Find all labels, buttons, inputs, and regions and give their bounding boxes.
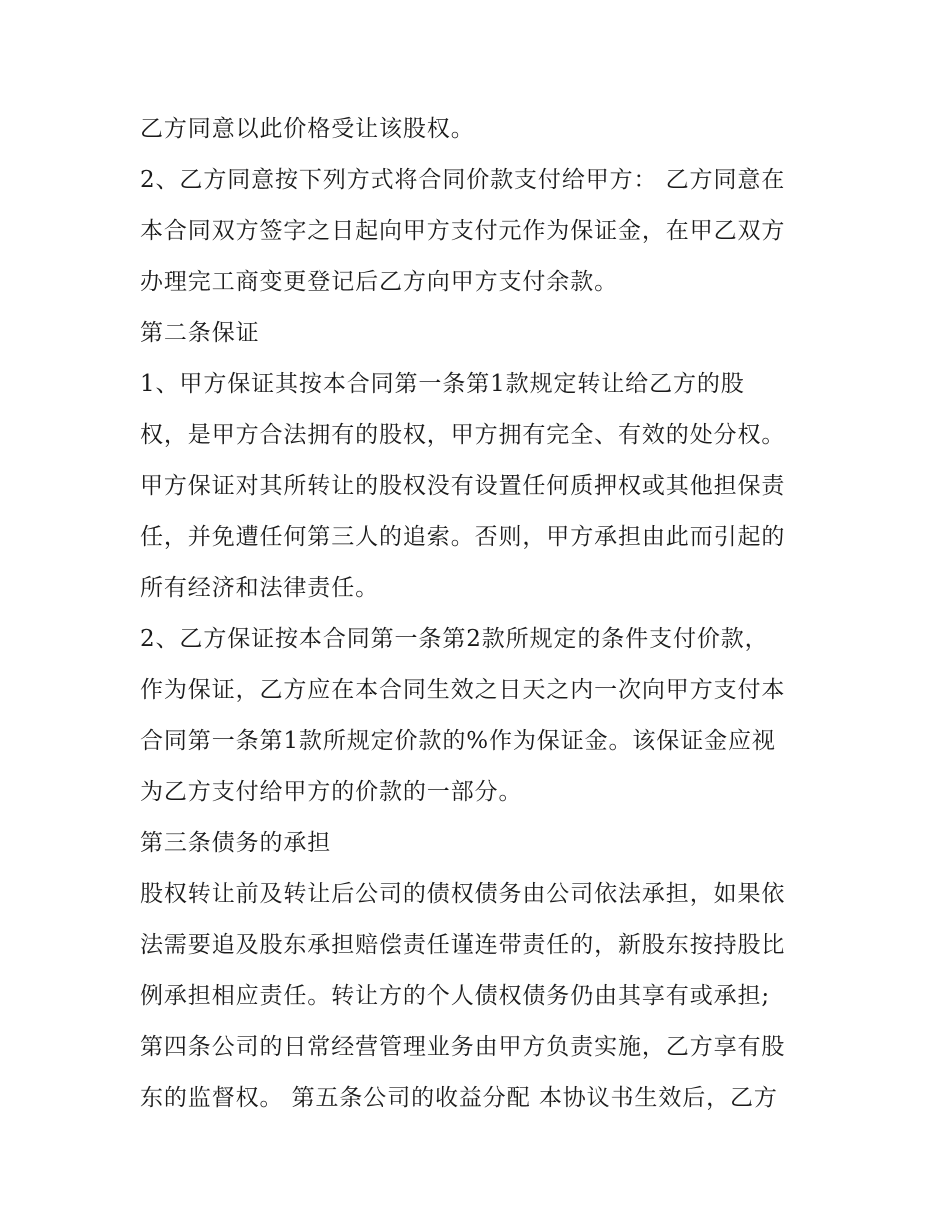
section-heading: 第三条债务的承担 [140,830,332,856]
text-line: 股权转让前及转让后公司的债权债务由公司依法承担，如果依 [140,881,786,907]
text-line: 第四条公司的日常经营管理业务由甲方负责实施，乙方享有股 [140,1034,786,1060]
text-line: 作为保证，乙方应在本合同生效之日天之内一次向甲方支付本 [140,677,786,703]
text-line: 办理完工商变更登记后乙方向甲方支付余款。 [140,269,618,295]
text-line: 例承担相应责任。转让方的个人债权债务仍由其享有或承担; [140,983,771,1009]
text-line: 东的监督权。 第五条公司的收益分配 本协议书生效后，乙方 [140,1085,778,1111]
text-line: 为乙方支付给甲方的价款的一部分。 [140,779,523,805]
text-line: 所有经济和法律责任。 [140,575,379,601]
text-line: 2、乙方同意按下列方式将合同价款支付给甲方： 乙方同意在 [140,167,786,193]
text-line: 1、甲方保证其按本合同第一条第1款规定转让给乙方的股 [140,371,745,397]
section-heading: 第二条保证 [140,320,260,346]
text-line: 任，并免遭任何第三人的追索。否则，甲方承担由此而引起的 [140,524,786,550]
text-line: 2、乙方保证按本合同第一条第2款所规定的条件支付价款， [140,626,769,652]
text-line: 合同第一条第1款所规定价款的%作为保证金。该保证金应视 [140,728,776,754]
text-line: 甲方保证对其所转让的股权没有设置任何质押权或其他担保责 [140,473,786,499]
text-line: 权，是甲方合法拥有的股权，甲方拥有完全、有效的处分权。 [140,422,786,448]
document-body [140,104,820,1124]
text-line: 本合同双方签字之日起向甲方支付元作为保证金，在甲乙双方 [140,218,786,244]
text-line: 乙方同意以此价格受让该股权。 [140,116,475,142]
text-line: 法需要追及股东承担赔偿责任谨连带责任的，新股东按持股比 [140,932,786,958]
